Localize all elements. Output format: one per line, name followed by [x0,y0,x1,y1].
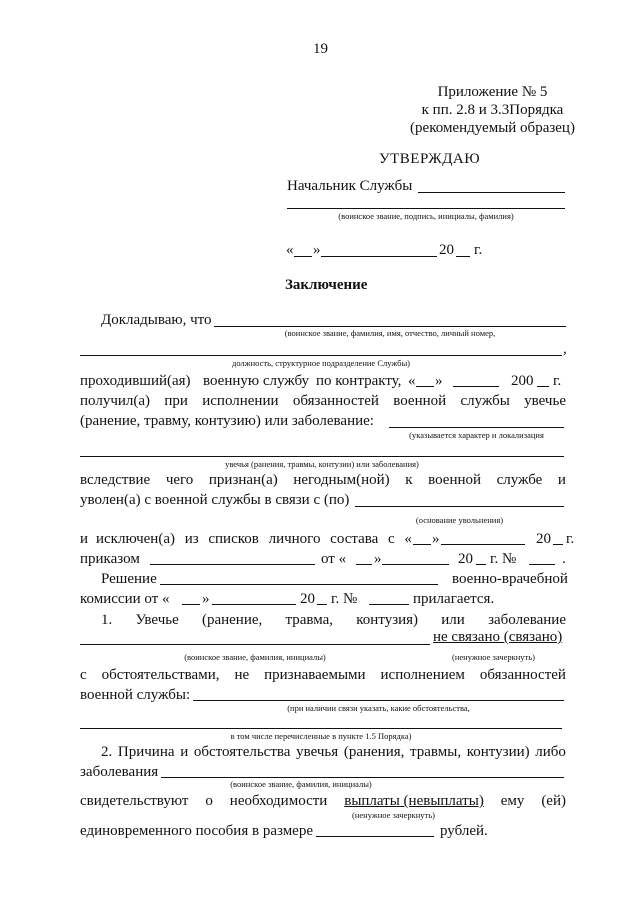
service-label: военной службы: [80,687,191,703]
report-line [214,326,566,327]
injury-blank-line [80,456,564,457]
word: (ранение, [201,612,263,628]
commission-c: 20 [300,591,315,607]
doc-title: Заключение [285,277,368,293]
service-day-line [416,386,434,387]
commission-year-line [317,604,327,605]
word: свидетельствуют [80,793,189,809]
decision-tail: военно-врачебной [452,571,568,587]
word: вследствие [80,472,151,488]
service-year-line [537,386,549,387]
date-year-line [456,256,470,257]
word: обстоятельствами, [101,667,220,683]
word: списков [208,531,259,547]
dismiss-line [355,506,564,507]
word: состава [330,531,379,547]
word: и [180,744,189,760]
appendix-line3: (рекомендуемый образец) [410,120,575,136]
item1-not-linked: не связано (связано) [433,629,563,645]
caption-rank-name: (воинское звание, фамилия, имя, отчество, личный номер, [284,328,496,338]
chief-line [418,192,565,193]
position-line [80,355,562,356]
date-open: « [286,242,294,258]
word: контузии) [466,744,530,760]
word: признан(а) [208,472,278,488]
circ-line [80,666,566,684]
commission-e: прилагается. [413,591,495,607]
word: или [441,612,465,628]
word: (ранения, [343,744,405,760]
word: выплаты (невыплаты) [344,793,484,809]
service-w3: по контракту, [316,373,402,389]
caption-injury-char: (указывается характер и локализация [409,430,544,440]
caption-item2-name: (воинское звание, фамилия, инициалы) [230,779,372,789]
word: и [557,472,566,488]
appendix-line1: Приложение № 5 [437,84,548,100]
order-dot: . [562,551,566,567]
word: контузия) [356,612,419,628]
service-month-line [453,386,499,387]
sign-line [287,208,565,209]
word: не [234,667,250,683]
word: из [184,531,199,547]
testify-line [80,792,566,810]
word: 2. [101,744,113,760]
excluded-close: » [432,531,440,547]
order-num-line [529,564,555,565]
item2-name-line [161,777,564,778]
unfit-line [80,471,566,489]
caption-dismiss: (основание увольнения) [415,515,504,525]
chief-label: Начальник Службы [287,178,413,194]
word: увечья [296,744,339,760]
date-close: » [313,242,321,258]
word: службе [496,472,543,488]
word: обязанностей [292,393,379,409]
word: заболевание [488,612,566,628]
word: увечье [524,393,566,409]
word: исполнении [202,393,279,409]
word: Увечье [135,612,179,628]
caption-strike1: (ненужное зачеркнуть) [452,652,535,662]
word: обязанностей [479,667,566,683]
injury-line2-blank [389,427,564,428]
service-g: г. [553,373,562,389]
word: 1. [101,612,113,628]
word: о [205,793,213,809]
word: либо [535,744,566,760]
service-year: 200 [511,373,534,389]
caption-incl: в том числе перечисленные в пункте 1.5 Порядка) [230,731,412,741]
order-year-line [476,564,486,565]
date-day-line [294,256,312,257]
excluded-month-line [441,544,525,545]
injury-line [80,392,566,410]
word: необходимости [229,793,328,809]
commission-num-line [369,604,409,605]
word: исключен(а) [96,531,175,547]
order-g: г. № [490,551,517,567]
word: признаваемыми [264,667,366,683]
commission-a: комиссии от « [80,591,170,607]
word: негодным(ной) [293,472,390,488]
word: с [388,531,395,547]
word: « [404,531,412,547]
excluded-text: и [80,531,89,547]
commission-b: » [202,591,210,607]
order-word: приказом [80,551,140,567]
word: травма, [285,612,334,628]
excluded-year: 20 [536,531,551,547]
caption-strike2: (ненужное зачеркнуть) [352,810,435,820]
decision-line [160,584,438,585]
report-prefix: Докладываю, что [101,312,212,328]
service-w2: военную службу [203,373,310,389]
word: с [80,667,87,683]
sign-caption: (воинское звание, подпись, инициалы, фамилия) [338,211,514,221]
lump-sum-line [316,836,434,837]
word: обстоятельства [193,744,291,760]
excluded-day-line [413,544,431,545]
commission-month-line [212,604,296,605]
word: ему [500,793,525,809]
rubles-text: рублей. [440,823,488,839]
service-q-close: » [435,373,443,389]
excluded-g: г. [566,531,575,547]
item2-illness: заболевания [80,764,159,780]
word: службы [460,393,510,409]
dismissed-text: уволен(а) с военной службы в связи с (по) [80,492,350,508]
excluded-words [96,530,412,548]
date-g: г. [474,242,483,258]
excluded-year-line [553,544,563,545]
word: к [405,472,413,488]
circ-line-blank [193,700,564,701]
injury-line2: (ранение, травму, контузию) или заболевание: [80,413,374,429]
item2-line [101,743,566,761]
caption-item1-name: (воинское звание, фамилия, инициалы) [184,652,326,662]
order-close: » [374,551,382,567]
caption-circ: (при наличии связи указать, какие обстоятельства, [287,703,470,713]
date-year: 20 [439,242,454,258]
word: получил(а) [80,393,151,409]
word: Причина [117,744,175,760]
item1-name-line [80,644,430,645]
caption-position: должность, структурное подразделение Службы) [232,358,410,368]
item1-line [101,611,566,629]
approve-title: УТВЕРЖДАЮ [379,151,481,167]
decision-word: Решение [101,571,157,587]
commission-d: г. № [331,591,358,607]
order-month-line [382,564,449,565]
appendix-line2: к пп. 2.8 и 3.3Порядка [421,102,564,118]
order-year: 20 [458,551,473,567]
position-comma: , [563,341,567,357]
date-month-line [321,256,437,257]
circ-blank-line2 [80,728,562,729]
lump-sum-text: единовременного пособия в размере [80,823,313,839]
caption-injury: увечья (ранения, травмы, контузии) или заболевания) [225,459,419,469]
service-w1: проходивший(ая) [80,373,191,389]
order-day-line [356,564,372,565]
word: чего [165,472,194,488]
commission-day-line [182,604,200,605]
word: при [164,393,188,409]
word: исполнением [380,667,465,683]
word: личного [268,531,321,547]
page-number: 19 [313,41,328,57]
word: травмы, [410,744,462,760]
service-q-open: « [408,373,416,389]
word: военной [393,393,447,409]
order-line [150,564,315,565]
word: (ей) [541,793,566,809]
order-from: от « [321,551,347,567]
word: военной [428,472,482,488]
